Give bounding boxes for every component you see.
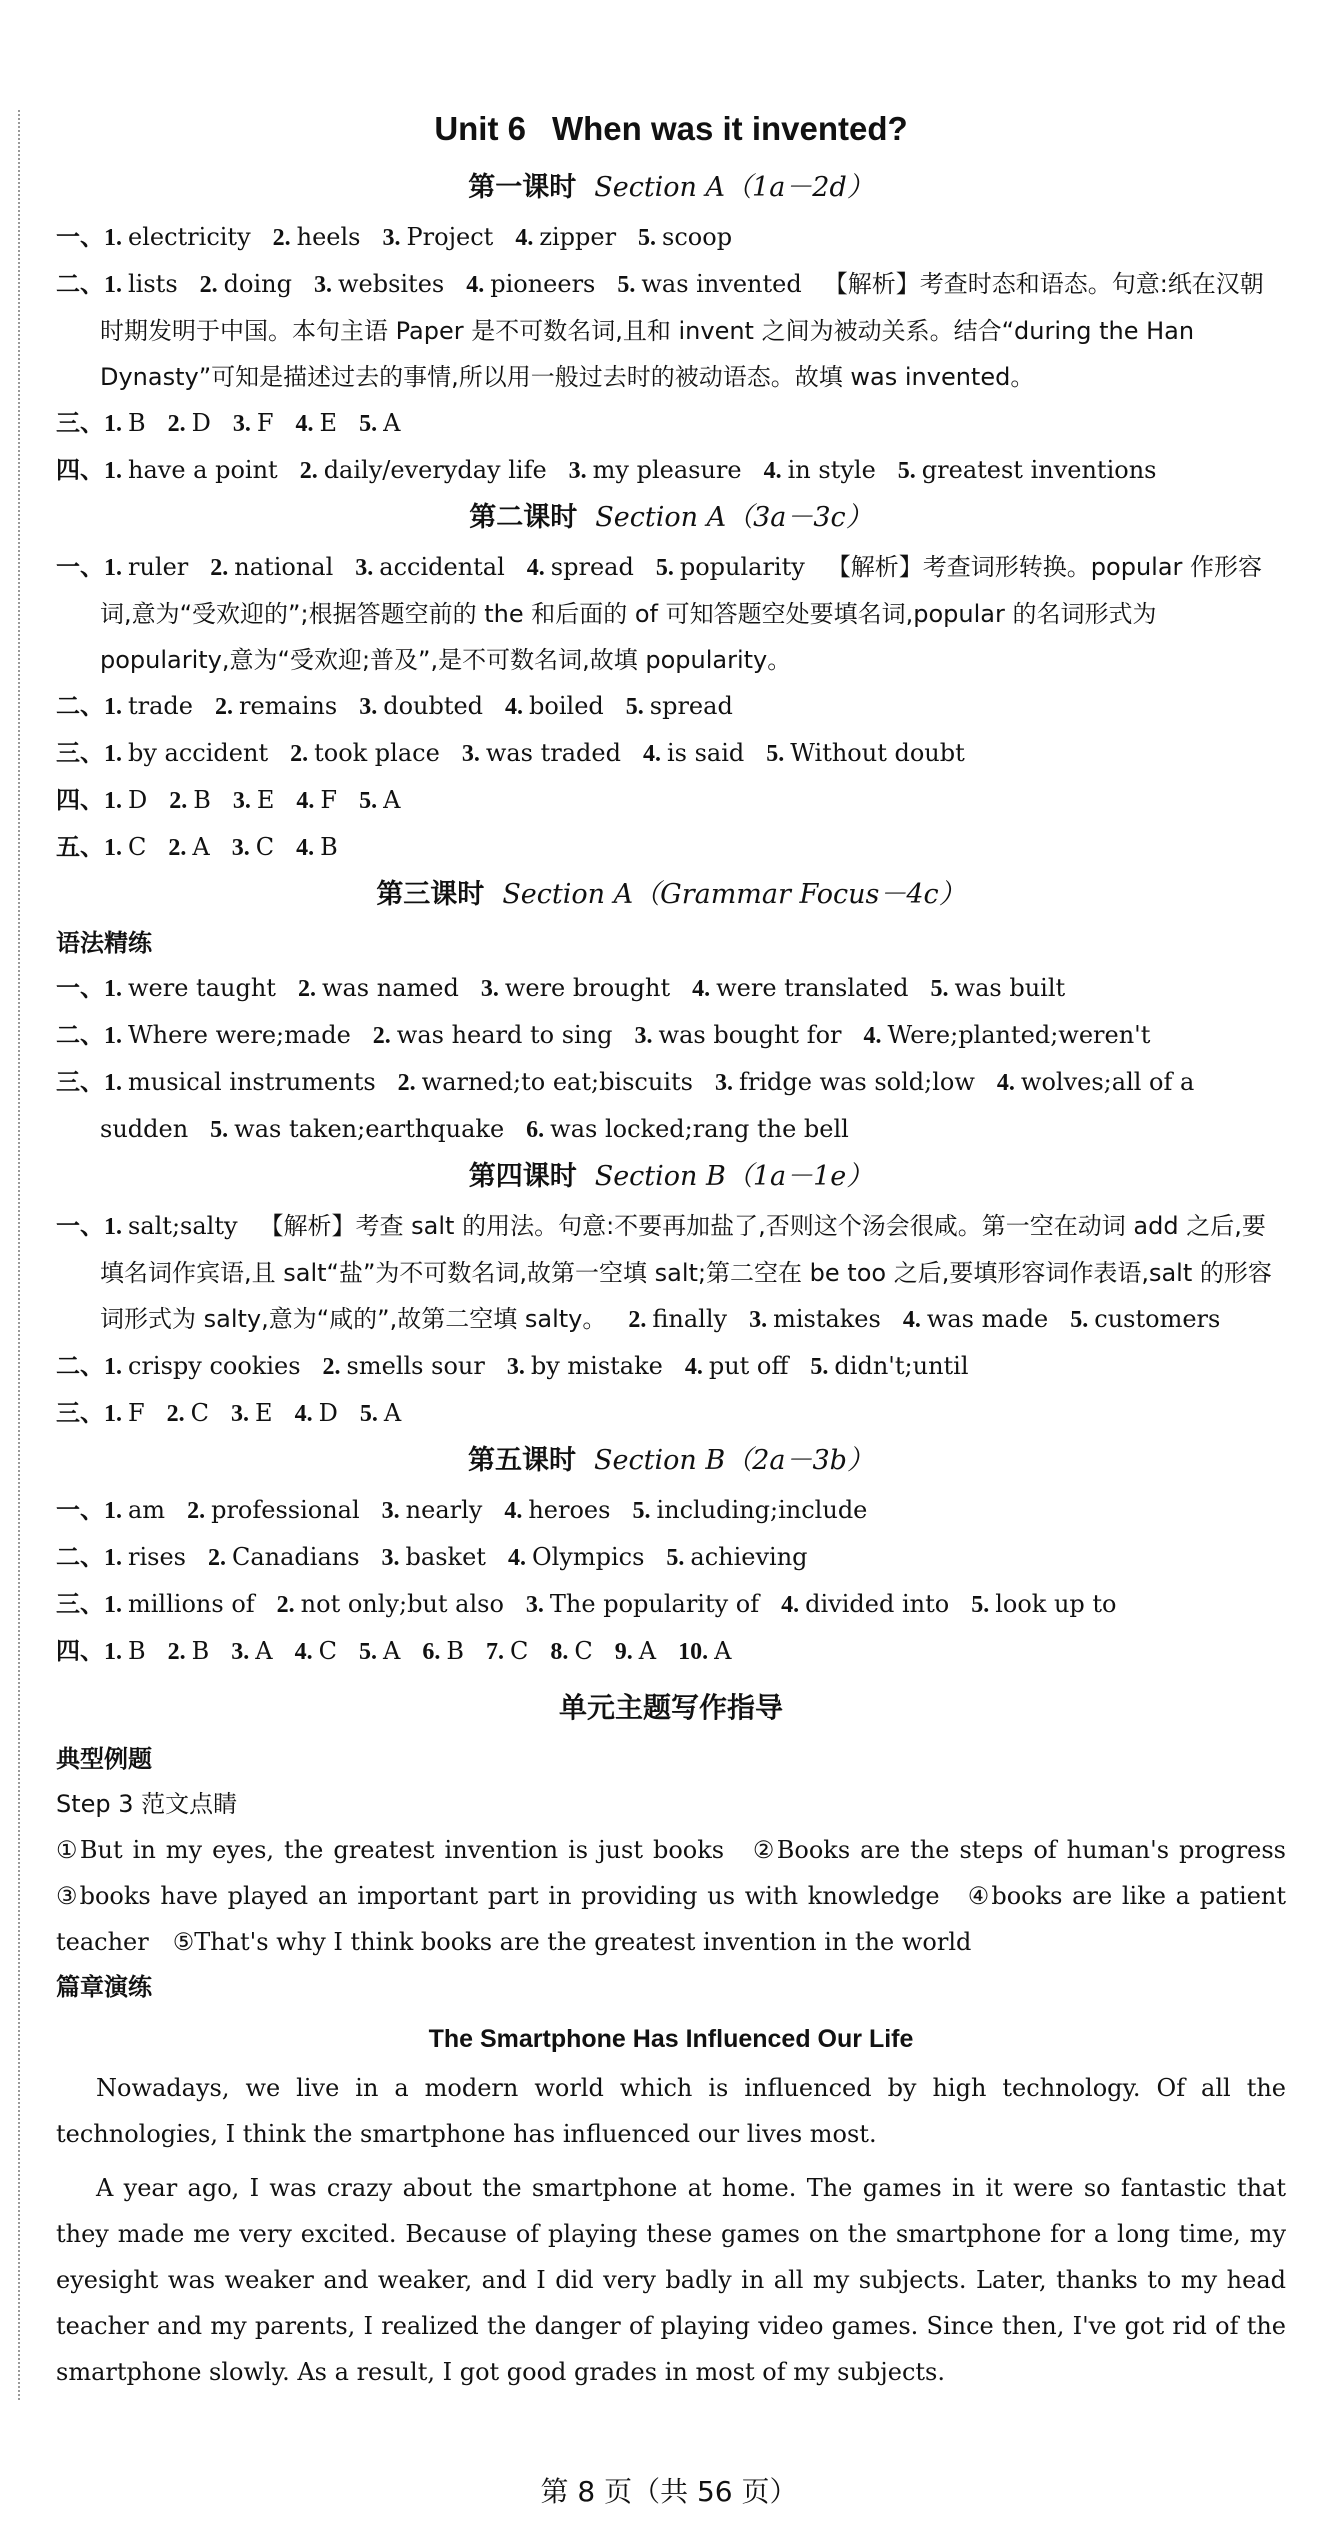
lesson-heading bbox=[56, 1155, 1286, 1199]
answer-item: 7. C bbox=[485, 1637, 529, 1665]
analysis-text: 【解析】考查词形转换。popular 作形容词,意为“受欢迎的”;根据答题空前的 the 和后面的 of 可知答题空处要填名词,popular 的名词形式为 popularity,意为“受欢迎;普及”,是不可数名词,故填 popularity。 bbox=[100, 553, 1263, 674]
unit-title bbox=[56, 102, 1286, 156]
answer-text: was made bbox=[926, 1305, 1049, 1333]
answer-item: 2. doing bbox=[199, 270, 292, 298]
answer-text: was heard to sing bbox=[396, 1021, 613, 1049]
group-marker: 三、 bbox=[56, 1068, 104, 1096]
answer-text: were taught bbox=[128, 974, 276, 1002]
lesson-heading bbox=[56, 873, 1286, 917]
answer-item: 3. basket bbox=[381, 1543, 486, 1571]
group-marker: 一、 bbox=[56, 223, 104, 251]
answer-text: was invented bbox=[641, 270, 802, 298]
answer-item: 1. B bbox=[104, 1637, 146, 1665]
answer-text: rises bbox=[128, 1543, 186, 1571]
group-marker: 二、 bbox=[56, 1543, 104, 1571]
answer-text: was bought for bbox=[658, 1021, 842, 1049]
lesson-number: 第四课时 bbox=[468, 1161, 577, 1192]
group-marker: 二、 bbox=[56, 1352, 104, 1380]
answer-text: The popularity of bbox=[549, 1590, 760, 1618]
essay bbox=[56, 2065, 1286, 2395]
step-label: Step 3 范文点睛 bbox=[56, 1790, 238, 1818]
writing-title: 单元主题写作指导 bbox=[558, 1691, 783, 1724]
group-marker: 五、 bbox=[56, 833, 104, 861]
answer-item: 5. A bbox=[359, 409, 401, 437]
answer-text: doing bbox=[223, 270, 292, 298]
answer-text: D bbox=[128, 786, 148, 814]
answer-text: C bbox=[574, 1637, 593, 1665]
answer-text: heroes bbox=[528, 1496, 611, 1524]
answer-text: C bbox=[255, 833, 275, 861]
answer-text: have a point bbox=[128, 456, 278, 484]
answer-text: D bbox=[318, 1399, 338, 1427]
answer-item: 1. B bbox=[104, 409, 146, 437]
answer-text: ruler bbox=[128, 553, 189, 581]
answer-group bbox=[56, 1581, 1286, 1628]
answer-item: 2. C bbox=[166, 1399, 210, 1427]
answer-item: 1. trade bbox=[104, 692, 193, 720]
answer-item: 1. rises bbox=[104, 1543, 186, 1571]
group-marker: 四、 bbox=[56, 1637, 104, 1665]
answer-item: 2. B bbox=[167, 1637, 210, 1665]
answer-item: 3. were brought bbox=[480, 974, 671, 1002]
answer-item: 1. by accident bbox=[104, 739, 269, 767]
essay-paragraph-2: A year ago, I was crazy about the smartphone at home. The games in it were so fantastic that they made me very excited. Because of playing these games on the smartphone for a long time, my eyesight was weaker and weaker, and I did very badly in all my subjects. Later, thanks to my head teacher and my parents, I realized the danger of playing video games. Since then, I've got rid of the smartphone slowly. As a result, I got good grades in most of my subjects. bbox=[56, 2174, 1286, 2386]
answer-text: trade bbox=[128, 692, 193, 720]
answer-text: spread bbox=[649, 692, 733, 720]
answer-item: 4. boiled bbox=[505, 692, 604, 720]
answer-text: B bbox=[191, 1637, 210, 1665]
answer-text: zipper bbox=[539, 223, 617, 251]
answer-item: 4. wolves;all of a sudden bbox=[100, 1068, 1195, 1143]
answer-text: B bbox=[193, 786, 211, 814]
answer-group bbox=[56, 1203, 1286, 1343]
answer-group bbox=[56, 447, 1286, 494]
answer-item: 5. scoop bbox=[638, 223, 733, 251]
lesson-number: 第五课时 bbox=[468, 1445, 577, 1476]
essay-paragraph-1: Nowadays, we live in a modern world which is influenced by high technology. Of all the technologies, I think the smartphone has influenced our lives most. bbox=[56, 2074, 1286, 2148]
lessons bbox=[56, 166, 1286, 1675]
answer-text: B bbox=[446, 1637, 464, 1665]
answer-item: 1. millions of bbox=[104, 1590, 255, 1618]
answer-text: by accident bbox=[128, 739, 269, 767]
answer-item: 1. C bbox=[104, 833, 147, 861]
answer-item: 2. was heard to sing bbox=[372, 1021, 613, 1049]
answer-text: F bbox=[256, 409, 274, 437]
answer-text: customers bbox=[1094, 1305, 1221, 1333]
answer-text: E bbox=[319, 409, 338, 437]
answer-item: 4. D bbox=[294, 1399, 338, 1427]
answer-group bbox=[56, 261, 1286, 400]
group-marker: 一、 bbox=[56, 974, 104, 1002]
answer-item: 4. spread bbox=[526, 553, 634, 581]
answer-item: 1. am bbox=[104, 1496, 166, 1524]
answer-item: 3. F bbox=[232, 409, 274, 437]
answer-item: 3. C bbox=[231, 833, 275, 861]
answer-text: musical instruments bbox=[128, 1068, 376, 1096]
answer-item: 5. A bbox=[359, 786, 401, 814]
answer-text: is said bbox=[666, 739, 745, 767]
lesson-heading bbox=[56, 496, 1286, 540]
answer-text: A bbox=[383, 1399, 402, 1427]
answer-item: 2. was named bbox=[297, 974, 459, 1002]
answer-item: 5. A bbox=[359, 1399, 402, 1427]
answer-item: 5. customers bbox=[1070, 1305, 1221, 1333]
answer-text: crispy cookies bbox=[128, 1352, 301, 1380]
answer-text: didn't;until bbox=[834, 1352, 969, 1380]
answer-group bbox=[56, 965, 1286, 1012]
answer-item: 4. is said bbox=[642, 739, 745, 767]
answer-group bbox=[56, 683, 1286, 730]
answer-item: 3. A bbox=[231, 1637, 273, 1665]
answer-item: 4. C bbox=[294, 1637, 337, 1665]
answer-item: 3. by mistake bbox=[506, 1352, 663, 1380]
answer-text: in style bbox=[787, 456, 876, 484]
answer-text: Where were;made bbox=[128, 1021, 351, 1049]
answer-text: smells sour bbox=[346, 1352, 485, 1380]
answer-item: 2. national bbox=[210, 553, 334, 581]
answer-item: 3. The popularity of bbox=[525, 1590, 760, 1618]
answer-item: 3. my pleasure bbox=[568, 456, 742, 484]
answer-item: 3. was traded bbox=[461, 739, 621, 767]
answer-text: national bbox=[234, 553, 334, 581]
lesson-section: Section A（1a－2d） bbox=[594, 172, 874, 203]
answer-text: my pleasure bbox=[592, 456, 742, 484]
answer-group bbox=[56, 1628, 1286, 1675]
answer-text: were brought bbox=[504, 974, 671, 1002]
answer-text: F bbox=[128, 1399, 145, 1427]
example-head: 典型例题 bbox=[56, 1745, 152, 1773]
answer-item: 3. doubted bbox=[359, 692, 484, 720]
answer-text: look up to bbox=[995, 1590, 1117, 1618]
answer-text: mistakes bbox=[773, 1305, 881, 1333]
answer-group bbox=[56, 1534, 1286, 1581]
answer-text: heels bbox=[296, 223, 361, 251]
unit-label: Unit 6 bbox=[434, 110, 526, 147]
answer-group bbox=[56, 214, 1286, 261]
answer-text: am bbox=[128, 1496, 166, 1524]
answer-text: Were;planted;weren't bbox=[887, 1021, 1151, 1049]
answer-text: doubted bbox=[383, 692, 484, 720]
answer-text: Olympics bbox=[531, 1543, 645, 1571]
group-marker: 二、 bbox=[56, 270, 104, 298]
lesson-section: Section A（Grammar Focus－4c） bbox=[502, 879, 966, 910]
answer-text: D bbox=[191, 409, 211, 437]
answer-text: B bbox=[320, 833, 338, 861]
answer-item: 5. was taken;earthquake bbox=[210, 1115, 505, 1143]
answer-text: A bbox=[383, 786, 401, 814]
answer-text: millions of bbox=[128, 1590, 255, 1618]
answer-text: popularity bbox=[679, 553, 805, 581]
answer-item: 5. greatest inventions bbox=[897, 456, 1157, 484]
answer-text: electricity bbox=[128, 223, 251, 251]
answer-item: 2. D bbox=[167, 409, 211, 437]
answer-text: greatest inventions bbox=[921, 456, 1157, 484]
answer-item: 1. have a point bbox=[104, 456, 278, 484]
answer-item: 1. crispy cookies bbox=[104, 1352, 301, 1380]
lesson-heading bbox=[56, 1439, 1286, 1483]
answer-item: 4. pioneers bbox=[466, 270, 596, 298]
group-marker: 四、 bbox=[56, 786, 104, 814]
answer-item: 4. were translated bbox=[692, 974, 909, 1002]
answer-item: 3. websites bbox=[313, 270, 445, 298]
answer-text: was taken;earthquake bbox=[234, 1115, 505, 1143]
answer-text: nearly bbox=[405, 1496, 483, 1524]
answer-text: was built bbox=[954, 974, 1066, 1002]
answer-item: 4. Olympics bbox=[507, 1543, 645, 1571]
answer-item: 3. accidental bbox=[355, 553, 505, 581]
answer-item: 2. heels bbox=[272, 223, 361, 251]
group-marker: 三、 bbox=[56, 1399, 104, 1427]
answer-item: 4. B bbox=[296, 833, 338, 861]
answer-text: A bbox=[638, 1637, 657, 1665]
answer-text: salt;salty bbox=[128, 1212, 238, 1240]
lesson-section: Section B（1a－1e） bbox=[594, 1161, 874, 1192]
answer-text: warned;to eat;biscuits bbox=[421, 1068, 693, 1096]
answer-item: 4. heroes bbox=[504, 1496, 611, 1524]
answer-item: 2. finally bbox=[628, 1305, 728, 1333]
answer-item: 1. lists bbox=[104, 270, 178, 298]
answer-item: 3. fridge was sold;low bbox=[714, 1068, 975, 1096]
answer-text: C bbox=[190, 1399, 210, 1427]
analysis-text: 【解析】考查时态和语态。句意:纸在汉朝时期发明于中国。本句主语 Paper 是不可数名词,且和 invent 之间为被动关系。结合“during the Han Dynasty”可知是描述过去的事情,所以用一般过去时的被动语态。故填 was invented。 bbox=[100, 270, 1264, 391]
answer-text: B bbox=[128, 409, 146, 437]
answer-item: 2. remains bbox=[215, 692, 338, 720]
answer-item: 5. including;include bbox=[632, 1496, 868, 1524]
answer-item: 4. divided into bbox=[781, 1590, 950, 1618]
answer-page bbox=[56, 84, 1310, 2403]
answer-text: C bbox=[318, 1637, 337, 1665]
answer-item: 5. Without doubt bbox=[766, 739, 965, 767]
answer-item: 1. Where were;made bbox=[104, 1021, 351, 1049]
answer-item: 4. F bbox=[296, 786, 338, 814]
answer-item: 4. Were;planted;weren't bbox=[863, 1021, 1151, 1049]
answer-item: 3. nearly bbox=[381, 1496, 483, 1524]
lesson-subhead: 语法精练 bbox=[56, 929, 152, 957]
lesson-number: 第一课时 bbox=[468, 172, 577, 203]
answer-text: spread bbox=[550, 553, 634, 581]
page-footer: 第 8 页（共 56 页） bbox=[540, 2475, 798, 2508]
group-marker: 四、 bbox=[56, 456, 104, 484]
answer-text: divided into bbox=[805, 1590, 950, 1618]
binding-margin-dots bbox=[18, 110, 20, 2400]
answer-item: 10. A bbox=[678, 1637, 732, 1665]
answer-group bbox=[56, 1343, 1286, 1390]
answer-text: boiled bbox=[529, 692, 604, 720]
answer-text: was traded bbox=[485, 739, 621, 767]
answer-text: fridge was sold;low bbox=[738, 1068, 975, 1096]
answer-item: 4. zipper bbox=[515, 223, 617, 251]
answer-item: 2. Canadians bbox=[207, 1543, 360, 1571]
answer-text: by mistake bbox=[530, 1352, 663, 1380]
answer-text: A bbox=[192, 833, 210, 861]
answer-item: 1. salt;salty bbox=[104, 1212, 238, 1240]
answer-item: 2. professional bbox=[187, 1496, 360, 1524]
answer-item: 2. warned;to eat;biscuits bbox=[397, 1068, 693, 1096]
lesson-number: 第三课时 bbox=[376, 879, 485, 910]
answer-text: A bbox=[383, 1637, 401, 1665]
answer-text: finally bbox=[652, 1305, 728, 1333]
answer-text: put off bbox=[708, 1352, 789, 1380]
answer-item: 3. Project bbox=[382, 223, 494, 251]
answer-item: 6. B bbox=[422, 1637, 464, 1665]
answer-item: 1. F bbox=[104, 1399, 145, 1427]
unit-question: When was it invented? bbox=[551, 110, 908, 147]
answer-item: 5. look up to bbox=[971, 1590, 1117, 1618]
answer-item: 4. E bbox=[295, 409, 338, 437]
answer-item: 2. A bbox=[168, 833, 210, 861]
answer-item: 4. was made bbox=[902, 1305, 1049, 1333]
answer-group bbox=[56, 777, 1286, 824]
answer-group bbox=[56, 1487, 1286, 1534]
answer-item: 1. musical instruments bbox=[104, 1068, 376, 1096]
answer-item: 1. electricity bbox=[104, 223, 251, 251]
answer-group bbox=[56, 824, 1286, 871]
answer-item: 3. mistakes bbox=[749, 1305, 881, 1333]
group-marker: 二、 bbox=[56, 1021, 104, 1049]
answer-text: A bbox=[383, 409, 401, 437]
answer-item: 5. A bbox=[359, 1637, 401, 1665]
answer-text: Canadians bbox=[231, 1543, 360, 1571]
analysis-text: 【解析】考查 salt 的用法。句意:不要再加盐了,否则这个汤会很咸。第一空在动词 add 之后,要填名词作宾语,且 salt“盐”为不可数名词,故第一空填 salt;第二空在 be too 之后,要填形容词作表语,salt 的形容词形式为 salty,意为“咸的”,故第二空填 salty。 bbox=[100, 1212, 1272, 1333]
group-marker: 一、 bbox=[56, 1496, 104, 1524]
group-marker: 二、 bbox=[56, 692, 104, 720]
answer-text: wolves;all of a sudden bbox=[100, 1068, 1195, 1143]
answer-item: 2. smells sour bbox=[322, 1352, 485, 1380]
group-marker: 一、 bbox=[56, 1212, 104, 1240]
answer-text: remains bbox=[239, 692, 338, 720]
answer-item: 3. was bought for bbox=[634, 1021, 842, 1049]
answer-text: including;include bbox=[656, 1496, 868, 1524]
answer-group bbox=[56, 1059, 1286, 1153]
group-marker: 三、 bbox=[56, 409, 104, 437]
answer-text: professional bbox=[211, 1496, 360, 1524]
answer-text: scoop bbox=[662, 223, 733, 251]
answer-text: E bbox=[255, 1399, 273, 1427]
answer-text: pioneers bbox=[490, 270, 596, 298]
answer-item: 5. spread bbox=[625, 692, 733, 720]
answer-item: 2. not only;but also bbox=[276, 1590, 504, 1618]
answer-text: took place bbox=[314, 739, 440, 767]
lesson-number: 第二课时 bbox=[469, 502, 578, 533]
practice-head: 篇章演练 bbox=[56, 1973, 152, 2001]
answer-item: 5. popularity bbox=[655, 553, 805, 581]
answer-item: 3. E bbox=[231, 1399, 273, 1427]
group-marker: 三、 bbox=[56, 1590, 104, 1618]
answer-item: 5. achieving bbox=[666, 1543, 808, 1571]
answer-item: 1. ruler bbox=[104, 553, 189, 581]
answer-item: 9. A bbox=[614, 1637, 657, 1665]
answer-text: was named bbox=[321, 974, 459, 1002]
essay-title: The Smartphone Has Influenced Our Life bbox=[428, 2025, 914, 2053]
lesson-section: Section A（3a－3c） bbox=[595, 502, 873, 533]
answer-text: Without doubt bbox=[790, 739, 965, 767]
answer-item: 5. didn't;until bbox=[810, 1352, 969, 1380]
answer-text: E bbox=[256, 786, 275, 814]
answer-item: 4. in style bbox=[763, 456, 876, 484]
answer-text: A bbox=[255, 1637, 273, 1665]
answer-item: 8. C bbox=[550, 1637, 593, 1665]
answer-group bbox=[56, 1390, 1286, 1437]
answer-text: F bbox=[320, 786, 338, 814]
answer-text: daily/everyday life bbox=[323, 456, 547, 484]
answer-text: were translated bbox=[716, 974, 909, 1002]
answer-item: 2. B bbox=[169, 786, 211, 814]
answer-item: 1. D bbox=[104, 786, 148, 814]
answer-group bbox=[56, 1012, 1286, 1059]
lesson-heading bbox=[56, 166, 1286, 210]
answer-item: 5. was invented bbox=[617, 270, 802, 298]
answer-item: 6. was locked;rang the bell bbox=[526, 1115, 849, 1143]
answer-item: 5. was built bbox=[930, 974, 1066, 1002]
answer-text: achieving bbox=[690, 1543, 808, 1571]
answer-group bbox=[56, 544, 1286, 683]
answer-text: was locked;rang the bell bbox=[550, 1115, 849, 1143]
answer-text: not only;but also bbox=[300, 1590, 504, 1618]
answer-item: 1. were taught bbox=[104, 974, 276, 1002]
answer-group bbox=[56, 400, 1286, 447]
answer-group bbox=[56, 730, 1286, 777]
answer-text: C bbox=[128, 833, 147, 861]
lesson-section: Section B（2a－3b） bbox=[594, 1445, 874, 1476]
answer-item: 3. E bbox=[232, 786, 275, 814]
example-text: ①But in my eyes, the greatest invention is just books ②Books are the steps of human's progress ③books have played an important part in providing us with knowledge ④books are like a patient teacher ⑤That's why I think books are the greatest invention in the world bbox=[56, 1836, 1310, 1956]
answer-item: 4. put off bbox=[684, 1352, 789, 1380]
answer-item: 2. daily/everyday life bbox=[299, 456, 547, 484]
answer-text: accidental bbox=[379, 553, 505, 581]
answer-item: 2. took place bbox=[290, 739, 440, 767]
group-marker: 一、 bbox=[56, 553, 104, 581]
answer-text: C bbox=[509, 1637, 529, 1665]
answer-text: Project bbox=[406, 223, 494, 251]
answer-text: basket bbox=[405, 1543, 486, 1571]
group-marker: 三、 bbox=[56, 739, 104, 767]
answer-text: lists bbox=[128, 270, 178, 298]
answer-text: websites bbox=[337, 270, 445, 298]
answer-text: A bbox=[714, 1637, 732, 1665]
answer-text: B bbox=[128, 1637, 146, 1665]
